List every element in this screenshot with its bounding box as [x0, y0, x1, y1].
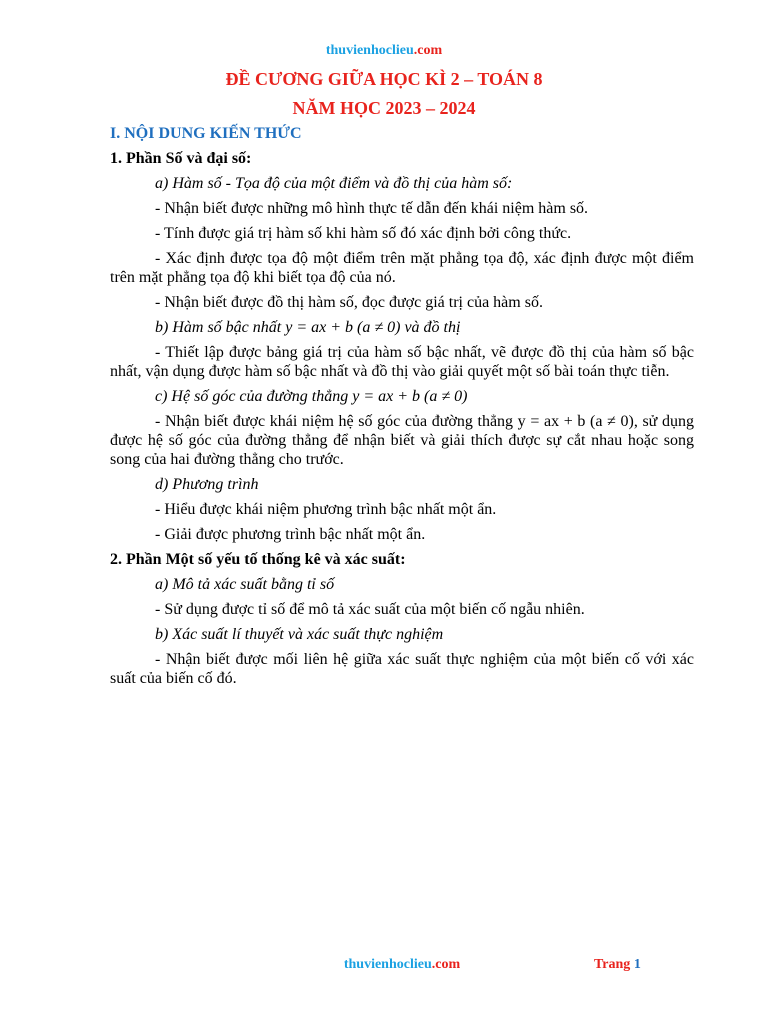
footer-site-domain: .com: [431, 957, 461, 972]
document-body: [110, 124, 694, 694]
section-heading: I. NỘI DUNG KIẾN THỨC: [110, 125, 302, 142]
paragraph: - Sử dụng được tỉ số để mô tả xác suất của một biến cố ngẫu nhiên.: [155, 601, 585, 618]
footer-site-link[interactable]: [0, 957, 768, 973]
part-heading: 1. Phần Số và đại số:: [110, 150, 252, 167]
paragraph: - Nhận biết được đồ thị hàm số, đọc được giá trị của hàm số.: [155, 294, 543, 311]
subheading: b) Xác suất lí thuyết và xác suất thực nghiệm: [155, 626, 444, 643]
subheading: b) Hàm số bậc nhất y = ax + b (a ≠ 0) và đồ thị: [155, 319, 461, 336]
page-label: Trang: [594, 957, 631, 972]
document-subtitle: NĂM HỌC 2023 – 2024: [292, 98, 476, 118]
footer-site-name: thuvienhoclieu: [343, 957, 432, 972]
paragraph: - Xác định được tọa độ một điểm trên mặt phẳng tọa độ, xác định được một điểm trên mặt phẳng tọa độ khi biết tọa độ của nó.: [110, 250, 694, 286]
paragraph: - Nhận biết được mối liên hệ giữa xác suất thực nghiệm của một biến cố với xác suất của biến cố đó.: [110, 651, 694, 687]
header-site-name: thuvienhoclieu: [325, 43, 414, 58]
paragraph: - Nhận biết được khái niệm hệ số góc của đường thẳng y = ax + b (a ≠ 0), sử dụng được hệ số góc của đường thẳng để nhận biết và giải thích được sự cắt nhau hoặc song song của hai đường thẳng cho trước.: [110, 413, 694, 468]
subheading: a) Mô tả xác suất bằng tỉ số: [155, 576, 335, 593]
page-number: [594, 957, 641, 973]
document-title: ĐỀ CƯƠNG GIỮA HỌC KÌ 2 – TOÁN 8: [225, 69, 543, 89]
paragraph: - Giải được phương trình bậc nhất một ẩn.: [155, 526, 426, 543]
paragraph: - Tính được giá trị hàm số khi hàm số đó xác định bởi công thức.: [155, 225, 572, 242]
subheading: c) Hệ số góc của đường thẳng y = ax + b (a ≠ 0): [155, 388, 468, 405]
paragraph: - Nhận biết được những mô hình thực tế dẫn đến khái niệm hàm số.: [155, 200, 589, 217]
part-heading: 2. Phần Một số yếu tố thống kê và xác suất:: [110, 551, 406, 568]
page-number-value: 1: [633, 957, 641, 972]
paragraph: - Thiết lập được bảng giá trị của hàm số bậc nhất, vẽ được đồ thị của hàm số bậc nhất, vận dụng được hàm số bậc nhất và đồ thị vào giải quyết một số bài toán thực tiễn.: [110, 344, 694, 380]
subheading: a) Hàm số - Tọa độ của một điểm và đồ thị của hàm số:: [155, 175, 513, 192]
header-site-link[interactable]: [0, 43, 768, 59]
subheading: d) Phương trình: [155, 476, 259, 493]
paragraph: - Hiểu được khái niệm phương trình bậc nhất một ẩn.: [155, 501, 497, 518]
header-site-domain: .com: [413, 43, 443, 58]
